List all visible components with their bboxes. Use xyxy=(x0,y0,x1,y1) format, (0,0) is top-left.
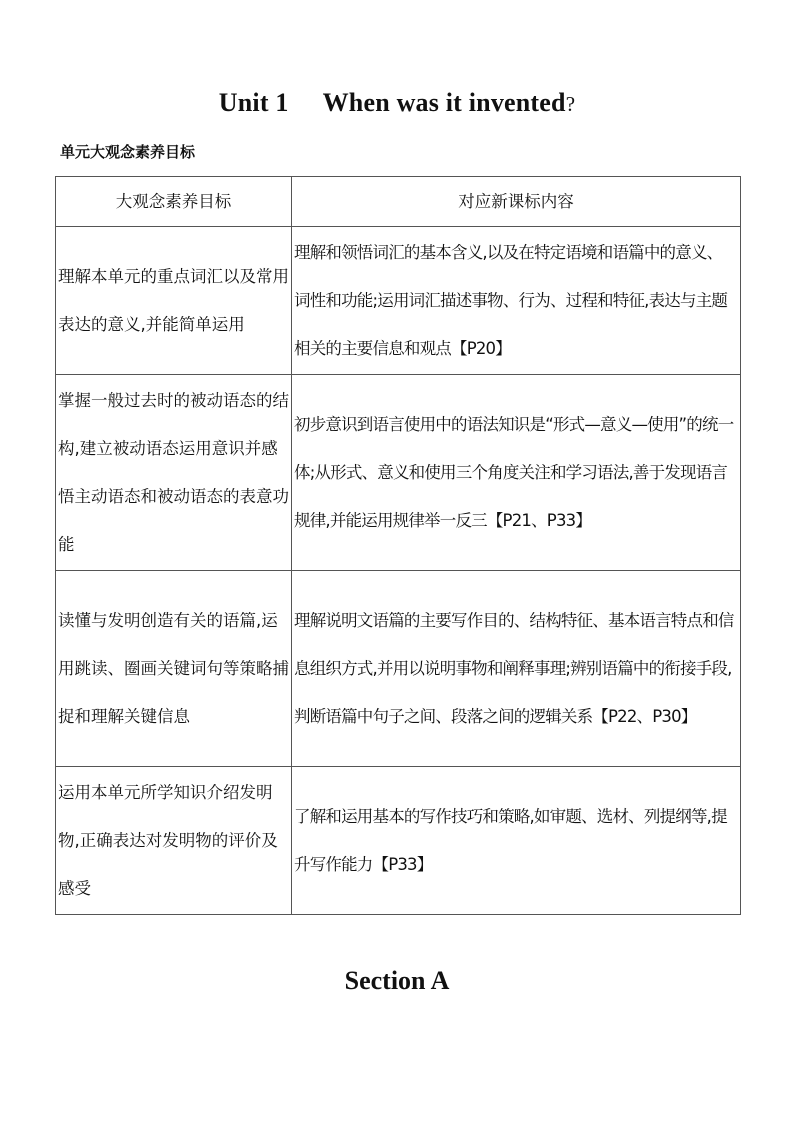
table-row xyxy=(56,227,741,375)
table-header-row xyxy=(56,177,741,227)
goals-table xyxy=(55,176,741,915)
unit-question: When was it invented xyxy=(322,88,566,117)
unit-title xyxy=(0,88,794,118)
table-row xyxy=(56,571,741,767)
standard-cell: 了解和运用基本的写作技巧和策略,如审题、选材、列提纲等,提升写作能力【P33】 xyxy=(292,767,741,915)
column-header-standard: 对应新课标内容 xyxy=(292,177,741,227)
goal-cell: 运用本单元所学知识介绍发明物,正确表达对发明物的评价及感受 xyxy=(56,767,292,915)
unit-number: Unit 1 xyxy=(218,88,289,117)
column-header-goal: 大观念素养目标 xyxy=(56,177,292,227)
standard-cell: 理解说明文语篇的主要写作目的、结构特征、基本语言特点和信息组织方式,并用以说明事物和阐释事理;辨别语篇中的衔接手段,判断语篇中句子之间、段落之间的逻辑关系【P22、P30】 xyxy=(292,571,741,767)
table-row xyxy=(56,767,741,915)
goal-cell: 读懂与发明创造有关的语篇,运用跳读、圈画关键词句等策略捕捉和理解关键信息 xyxy=(56,571,292,767)
goal-cell: 掌握一般过去时的被动语态的结构,建立被动语态运用意识并感悟主动语态和被动语态的表意功能 xyxy=(56,375,292,571)
section-heading: Section A xyxy=(344,966,450,995)
standard-cell: 理解和领悟词汇的基本含义,以及在特定语境和语篇中的意义、词性和功能;运用词汇描述事物、行为、过程和特征,表达与主题相关的主要信息和观点【P20】 xyxy=(292,227,741,375)
standard-cell: 初步意识到语言使用中的语法知识是“形式—意义—使用”的统一体;从形式、意义和使用三个角度关注和学习语法,善于发现语言规律,并能运用规律举一反三【P21、P33】 xyxy=(292,375,741,571)
goals-subtitle: 单元大观念素养目标 xyxy=(60,143,196,161)
question-mark: ? xyxy=(565,92,576,116)
table-row xyxy=(56,375,741,571)
goal-cell: 理解本单元的重点词汇以及常用表达的意义,并能简单运用 xyxy=(56,227,292,375)
